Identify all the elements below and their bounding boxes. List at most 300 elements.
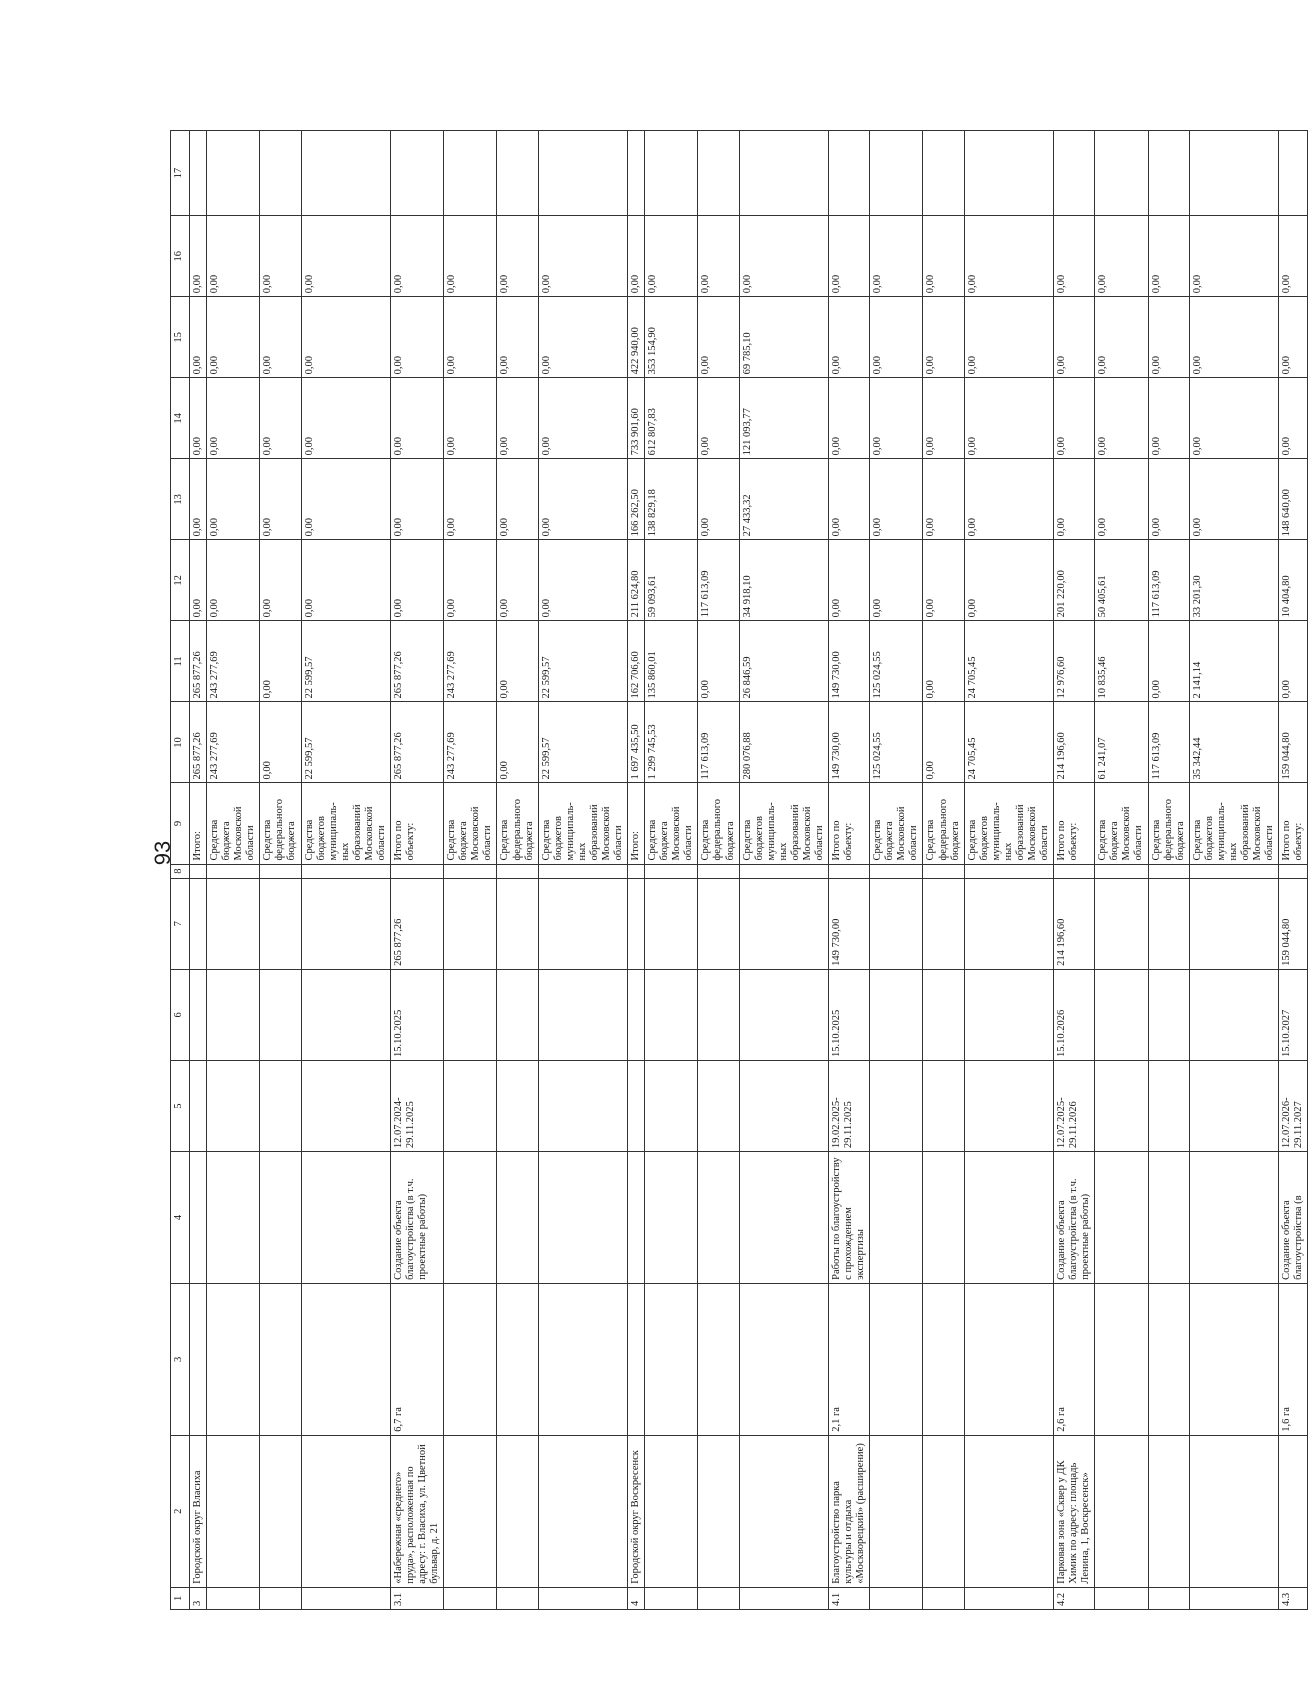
table-cell [645, 1435, 698, 1587]
table-cell: 0,00 [829, 459, 870, 540]
table-cell: 4.2 [1054, 1587, 1095, 1609]
table-row [190, 131, 207, 1610]
table-cell: 117 613,09 [698, 702, 739, 783]
table-cell [301, 1283, 390, 1435]
table-cell [628, 864, 645, 878]
table-cell: 0,00 [190, 297, 207, 378]
table-cell: 0,00 [829, 378, 870, 459]
table-cell: 0,00 [1148, 297, 1189, 378]
table-cell [1095, 1152, 1148, 1284]
table-cell [739, 878, 828, 969]
table-cell [698, 1283, 739, 1435]
table-cell [190, 878, 207, 969]
table-cell [739, 1152, 828, 1284]
table-cell [628, 969, 645, 1060]
table-cell [260, 1435, 301, 1587]
table-cell [538, 969, 627, 1060]
table-cell: 121 093,77 [739, 378, 828, 459]
table-cell: 0,00 [923, 540, 964, 621]
table-cell: Итого: [628, 783, 645, 864]
table-cell [1148, 1587, 1189, 1609]
table-cell: 733 901,60 [628, 378, 645, 459]
table-cell: 0,00 [1279, 378, 1308, 459]
table-cell: 33 201,30 [1189, 540, 1278, 621]
table-cell [1095, 1061, 1148, 1152]
table-cell: 26 846,59 [739, 621, 828, 702]
table-row [1148, 131, 1189, 1610]
table-cell [207, 1283, 260, 1435]
table-cell [260, 1061, 301, 1152]
table-cell: 15.10.2025 [829, 969, 870, 1060]
column-number-row [171, 131, 190, 1610]
table-cell: 0,00 [260, 621, 301, 702]
table-row [444, 131, 497, 1610]
table-cell [964, 1061, 1053, 1152]
table-row [628, 131, 645, 1610]
table-cell: 0,00 [444, 459, 497, 540]
table-cell: Городской округ Воскресенск [628, 1435, 645, 1587]
table-cell [301, 1587, 390, 1609]
table-cell: 0,00 [1189, 378, 1278, 459]
table-cell: 265 877,26 [190, 621, 207, 702]
table-cell: 0,00 [497, 297, 538, 378]
table-cell [645, 878, 698, 969]
table-cell [538, 1152, 627, 1284]
table-cell: 0,00 [538, 297, 627, 378]
table-cell [870, 864, 923, 878]
table-row [923, 131, 964, 1610]
table-cell: 0,00 [207, 216, 260, 297]
table-cell [260, 878, 301, 969]
table-cell: 159 044,80 [1279, 702, 1308, 783]
table-cell: 265 877,26 [390, 702, 443, 783]
table-cell: 50 405,61 [1095, 540, 1148, 621]
table-cell: 2,6 га [1054, 1283, 1095, 1435]
column-number: 5 [171, 1061, 190, 1152]
table-cell: 265 877,26 [390, 621, 443, 702]
table-cell: Создание объекта благоустройства (в [1279, 1152, 1308, 1284]
table-cell: 0,00 [870, 297, 923, 378]
table-cell: 243 277,69 [444, 702, 497, 783]
table-cell: 0,00 [444, 297, 497, 378]
table-cell: Средства бюджетов муниципаль-ных образований Московской области [301, 783, 390, 864]
table-cell: 0,00 [260, 216, 301, 297]
table-cell [1189, 1435, 1278, 1587]
table-cell [645, 969, 698, 1060]
table-cell [1279, 864, 1308, 878]
table-cell [739, 864, 828, 878]
table-cell: 0,00 [923, 621, 964, 702]
table-cell [497, 1587, 538, 1609]
table-cell: 22 599,57 [301, 621, 390, 702]
table-cell [497, 1152, 538, 1284]
table-cell [301, 878, 390, 969]
table-cell: 0,00 [301, 297, 390, 378]
table-cell [1189, 1061, 1278, 1152]
table-cell: 149 730,00 [829, 621, 870, 702]
table-cell [444, 1587, 497, 1609]
table-cell: 0,00 [207, 459, 260, 540]
table-cell: Средства бюджета Московской области [1095, 783, 1148, 864]
table-cell [497, 1283, 538, 1435]
table-cell: 166 262,50 [628, 459, 645, 540]
table-cell [301, 1435, 390, 1587]
table-cell: 280 076,88 [739, 702, 828, 783]
column-number: 3 [171, 1283, 190, 1435]
rotated-table-wrapper [170, 130, 1305, 1610]
table-cell: 0,00 [1095, 459, 1148, 540]
table-cell [207, 131, 260, 216]
table-cell: 0,00 [1095, 297, 1148, 378]
table-cell: 0,00 [190, 378, 207, 459]
column-number: 7 [171, 878, 190, 969]
table-cell [1189, 864, 1278, 878]
table-cell [1095, 969, 1148, 1060]
table-cell [698, 1061, 739, 1152]
table-cell: 0,00 [1189, 216, 1278, 297]
table-row [1095, 131, 1148, 1610]
table-cell [964, 131, 1053, 216]
table-cell [698, 1435, 739, 1587]
table-cell: 0,00 [628, 216, 645, 297]
table-cell [1189, 131, 1278, 216]
page-number: 93 [150, 840, 175, 866]
table-cell [645, 864, 698, 878]
table-cell [870, 1061, 923, 1152]
table-cell: 0,00 [260, 702, 301, 783]
table-cell: 125 024,55 [870, 702, 923, 783]
table-cell [538, 1435, 627, 1587]
table-cell: 0,00 [1054, 459, 1095, 540]
table-cell [1189, 1283, 1278, 1435]
table-cell: 0,00 [538, 378, 627, 459]
table-cell: Итого: [190, 783, 207, 864]
table-cell: 422 940,00 [628, 297, 645, 378]
table-cell: 0,00 [207, 540, 260, 621]
table-cell [698, 969, 739, 1060]
table-cell: Средства бюджетов муниципаль-ных образований Московской области [538, 783, 627, 864]
table-cell [923, 1283, 964, 1435]
table-cell [207, 864, 260, 878]
table-cell: 0,00 [964, 378, 1053, 459]
table-cell: 0,00 [698, 378, 739, 459]
table-cell [628, 1152, 645, 1284]
table-cell [497, 1435, 538, 1587]
table-cell: 19.02.2025-29.11.2025 [829, 1061, 870, 1152]
table-cell [1095, 1283, 1148, 1435]
table-cell [698, 1587, 739, 1609]
table-cell: 10 404,80 [1279, 540, 1308, 621]
table-cell: 12.07.2024-29.11.2025 [390, 1061, 443, 1152]
table-cell [829, 864, 870, 878]
table-cell [190, 864, 207, 878]
table-cell [870, 969, 923, 1060]
table-cell: 0,00 [923, 216, 964, 297]
table-cell [964, 1587, 1053, 1609]
table-cell [1095, 864, 1148, 878]
table-cell: 243 277,69 [207, 702, 260, 783]
table-cell: 149 730,00 [829, 702, 870, 783]
table-cell: 138 829,18 [645, 459, 698, 540]
column-number: 12 [171, 540, 190, 621]
table-cell: Средства бюджета Московской области [444, 783, 497, 864]
table-cell: 0,00 [444, 216, 497, 297]
table-cell [628, 1283, 645, 1435]
table-cell: 0,00 [390, 216, 443, 297]
table-cell [645, 1587, 698, 1609]
table-cell: 0,00 [190, 216, 207, 297]
column-number: 6 [171, 969, 190, 1060]
table-cell: 4 [628, 1587, 645, 1609]
table-cell: Создание объекта благоустройства (в т.ч. проектные работы) [1054, 1152, 1095, 1284]
table-cell [444, 864, 497, 878]
table-cell: Средства федерального бюджета [497, 783, 538, 864]
table-row [1054, 131, 1095, 1610]
table-cell: Итого по объекту: [829, 783, 870, 864]
table-row [497, 131, 538, 1610]
table-cell: 0,00 [301, 378, 390, 459]
table-cell: Городской округ Власиха [190, 1435, 207, 1587]
table-cell [1148, 1435, 1189, 1587]
column-number: 16 [171, 216, 190, 297]
table-cell: 0,00 [1148, 621, 1189, 702]
table-cell: 135 860,01 [645, 621, 698, 702]
table-cell [964, 1435, 1053, 1587]
table-cell: 0,00 [390, 297, 443, 378]
column-number: 4 [171, 1152, 190, 1284]
table-cell: 243 277,69 [444, 621, 497, 702]
table-cell: 12.07.2026-29.11.2027 [1279, 1061, 1308, 1152]
table-cell [1095, 1435, 1148, 1587]
table-cell [698, 1152, 739, 1284]
table-cell [497, 969, 538, 1060]
table-cell: 117 613,09 [1148, 540, 1189, 621]
table-cell [1095, 878, 1148, 969]
table-cell [1148, 1152, 1189, 1284]
table-cell: 15.10.2026 [1054, 969, 1095, 1060]
table-cell: Средства федерального бюджета [923, 783, 964, 864]
table-cell [190, 969, 207, 1060]
table-cell: 0,00 [301, 216, 390, 297]
table-cell: 0,00 [964, 297, 1053, 378]
table-cell: 0,00 [1054, 216, 1095, 297]
table-cell: 0,00 [497, 378, 538, 459]
table-cell: 0,00 [260, 378, 301, 459]
table-cell [207, 1152, 260, 1284]
table-cell: Итого по объекту: [1054, 783, 1095, 864]
table-cell: 0,00 [829, 540, 870, 621]
table-cell: 2 141,14 [1189, 621, 1278, 702]
table-cell: Средства федерального бюджета [698, 783, 739, 864]
table-cell: Средства бюджета Московской области [645, 783, 698, 864]
table-cell: 0,00 [1279, 297, 1308, 378]
table-cell: 0,00 [698, 216, 739, 297]
table-cell: 149 730,00 [829, 878, 870, 969]
table-cell [964, 1283, 1053, 1435]
table-cell [260, 864, 301, 878]
table-cell [1189, 878, 1278, 969]
table-cell: 0,00 [390, 378, 443, 459]
table-cell [698, 131, 739, 216]
table-cell: 0,00 [870, 540, 923, 621]
table-cell: 22 599,57 [538, 702, 627, 783]
table-cell [923, 864, 964, 878]
table-row [538, 131, 627, 1610]
table-cell [207, 1587, 260, 1609]
column-number: 14 [171, 378, 190, 459]
table-cell: 4.3 [1279, 1587, 1308, 1609]
table-cell [444, 1152, 497, 1284]
table-cell: Средства бюджета Московской области [207, 783, 260, 864]
table-cell: 612 807,83 [645, 378, 698, 459]
table-cell [870, 878, 923, 969]
table-cell: 3 [190, 1587, 207, 1609]
table-cell: 0,00 [923, 702, 964, 783]
table-cell [538, 131, 627, 216]
column-number: 17 [171, 131, 190, 216]
table-cell [964, 864, 1053, 878]
table-cell [923, 1435, 964, 1587]
table-cell: Средства федерального бюджета [1148, 783, 1189, 864]
table-cell: 148 640,00 [1279, 459, 1308, 540]
table-cell: 1 697 435,50 [628, 702, 645, 783]
table-row [301, 131, 390, 1610]
table-cell: 0,00 [1148, 459, 1189, 540]
table-cell [923, 131, 964, 216]
table-cell: 0,00 [497, 459, 538, 540]
table-cell: 117 613,09 [698, 540, 739, 621]
table-cell: 0,00 [207, 378, 260, 459]
table-cell [1054, 864, 1095, 878]
table-cell: 0,00 [301, 459, 390, 540]
table-cell: 22 599,57 [301, 702, 390, 783]
table-cell: 0,00 [190, 540, 207, 621]
table-cell [260, 1283, 301, 1435]
table-cell: Средства бюджета Московской области [870, 783, 923, 864]
table-cell [1095, 1587, 1148, 1609]
table-cell [207, 1061, 260, 1152]
table-cell [301, 1152, 390, 1284]
table-cell [301, 864, 390, 878]
budget-table [170, 130, 1308, 1610]
table-cell [923, 1587, 964, 1609]
table-cell [444, 1283, 497, 1435]
table-cell: 0,00 [538, 216, 627, 297]
table-cell: 125 024,55 [870, 621, 923, 702]
table-cell [923, 878, 964, 969]
table-cell [1054, 131, 1095, 216]
table-cell: 0,00 [964, 540, 1053, 621]
table-row [1189, 131, 1278, 1610]
table-cell: 0,00 [444, 540, 497, 621]
table-cell [390, 864, 443, 878]
table-cell: 1,6 га [1279, 1283, 1308, 1435]
table-cell: 353 154,90 [645, 297, 698, 378]
table-row [870, 131, 923, 1610]
table-cell [964, 878, 1053, 969]
table-cell: 0,00 [497, 216, 538, 297]
table-cell [923, 1152, 964, 1284]
table-cell [260, 969, 301, 1060]
table-cell: 59 093,61 [645, 540, 698, 621]
table-cell [1189, 1587, 1278, 1609]
table-cell: 15.10.2025 [390, 969, 443, 1060]
table-cell [645, 1283, 698, 1435]
table-cell: 0,00 [1095, 378, 1148, 459]
table-cell [739, 1283, 828, 1435]
table-cell [497, 1061, 538, 1152]
table-cell: 117 613,09 [1148, 702, 1189, 783]
table-cell [829, 131, 870, 216]
table-cell: 0,00 [829, 216, 870, 297]
table-cell [739, 1435, 828, 1587]
table-cell [444, 878, 497, 969]
table-cell [301, 969, 390, 1060]
table-row [645, 131, 698, 1610]
table-cell [1189, 969, 1278, 1060]
table-cell: 0,00 [390, 540, 443, 621]
table-cell [739, 131, 828, 216]
table-cell: 3.1 [390, 1587, 443, 1609]
table-cell [301, 131, 390, 216]
table-cell: 27 433,32 [739, 459, 828, 540]
table-cell: 24 705,45 [964, 702, 1053, 783]
table-cell [538, 1061, 627, 1152]
table-cell: 0,00 [870, 459, 923, 540]
table-cell: 35 342,44 [1189, 702, 1278, 783]
table-cell: 15.10.2027 [1279, 969, 1308, 1060]
table-cell: 0,00 [698, 459, 739, 540]
table-cell [628, 131, 645, 216]
table-cell: 0,00 [260, 297, 301, 378]
table-cell: 0,00 [497, 702, 538, 783]
table-cell: 0,00 [538, 459, 627, 540]
column-number: 8 [171, 864, 190, 878]
table-cell: 0,00 [923, 297, 964, 378]
table-cell [497, 131, 538, 216]
table-cell [190, 1152, 207, 1284]
table-cell: Создание объекта благоустройства (в т.ч. проектные работы) [390, 1152, 443, 1284]
table-cell [538, 864, 627, 878]
table-cell: 0,00 [207, 297, 260, 378]
table-cell: Средства бюджетов муниципаль-ных образований Московской области [1189, 783, 1278, 864]
table-cell [444, 1435, 497, 1587]
table-cell: Благоустройство парка культуры и отдыха «Москворецкий» (расширение) [829, 1435, 870, 1587]
table-cell [628, 878, 645, 969]
table-cell: 10 835,46 [1095, 621, 1148, 702]
table-cell: 0,00 [1279, 216, 1308, 297]
table-cell: 0,00 [1095, 216, 1148, 297]
table-row [829, 131, 870, 1610]
table-cell [739, 1587, 828, 1609]
table-cell: 12.07.2025-29.11.2026 [1054, 1061, 1095, 1152]
table-cell [870, 1435, 923, 1587]
table-cell: 201 220,00 [1054, 540, 1095, 621]
table-cell [870, 1587, 923, 1609]
table-cell [645, 1152, 698, 1284]
table-cell: «Набережная «среднего» пруда», расположенная по адресу: г. Власиха, ул. Цветной бульвар, д. 21 [390, 1435, 443, 1587]
table-row [260, 131, 301, 1610]
column-number: 13 [171, 459, 190, 540]
table-cell [923, 1061, 964, 1152]
table-cell: 0,00 [497, 540, 538, 621]
table-cell: 0,00 [260, 540, 301, 621]
table-cell: 0,00 [923, 459, 964, 540]
table-cell: Средства бюджетов муниципаль-ных образований Московской области [739, 783, 828, 864]
table-cell: 0,00 [1189, 459, 1278, 540]
table-cell: 0,00 [645, 216, 698, 297]
table-cell: 211 624,80 [628, 540, 645, 621]
